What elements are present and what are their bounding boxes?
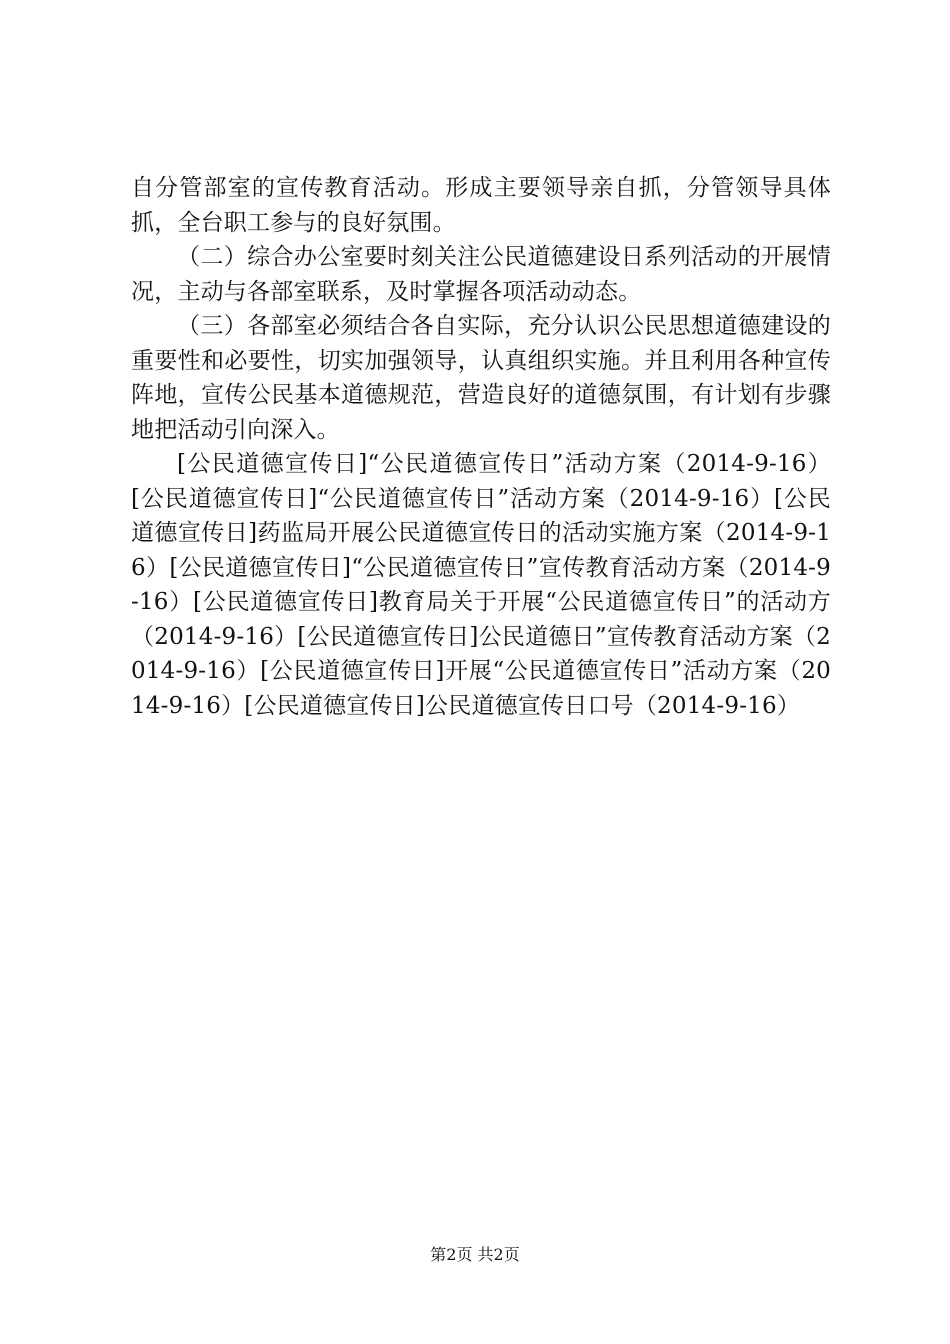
paragraph-related-links: [公民道德宣传日]“公民道德宣传日”活动方案（2014-9-16）[公民道德宣传日]“公民道德宣传日”活动方案（2014-9-16）[公民道德宣传日]药监局开展公民道德宣传日的活动实施方案（2014-9-16）[公民道德宣传日]“公民道德宣传日”宣传教育活动方案（2014-9-16）[公民道德宣传日]教育局关于开展“公民道德宣传日”的活动方（2014-9-16）[公民道德宣传日]公民道德日”宣传教育活动方案（2014-9-16）[公民道德宣传日]开展“公民道德宣传日”活动方案（2014-9-16）[公民道德宣传日]公民道德宣传日口号（2014-9-16） [131,451,831,719]
document-body [131,171,831,723]
paragraph-continuation: 自分管部室的宣传教育活动。形成主要领导亲自抓，分管领导具体抓，全台职工参与的良好氛围。 [131,175,831,236]
page-number-footer: 第2页 共2页 [430,1245,520,1264]
paragraph-item-3: （三）各部室必须结合各自实际，充分认识公民思想道德建设的重要性和必要性，切实加强领导，认真组织实施。并且利用各种宣传阵地，宣传公民基本道德规范，营造良好的道德氛围，有计划有步骤地把活动引向深入。 [131,313,831,443]
paragraph-item-2: （二）综合办公室要时刻关注公民道德建设日系列活动的开展情况，主动与各部室联系，及时掌握各项活动动态。 [131,244,831,305]
